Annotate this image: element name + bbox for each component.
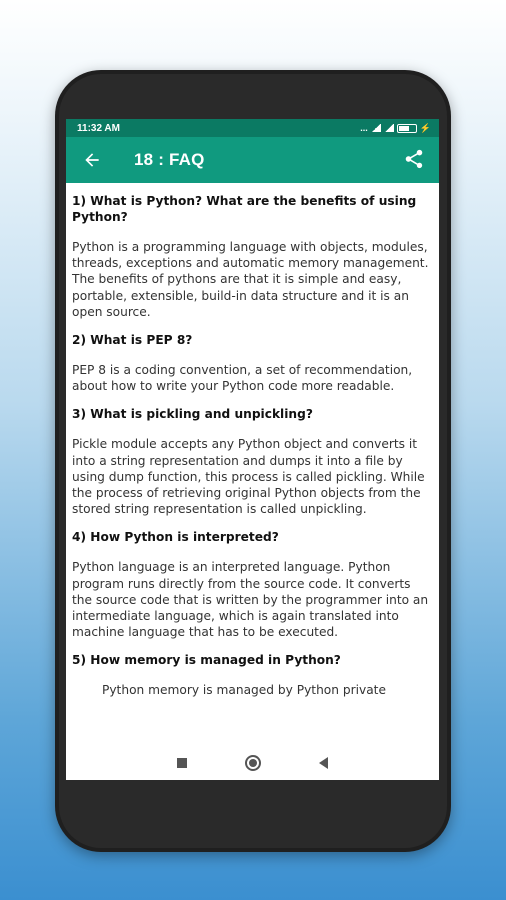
faq-answer: Python is a programming language with objects, modules, threads, exceptions and automatic memory management. The benefits of pythons are that it is simple and easy, portable, extensible, build-in data structure and it is an open source.: [72, 240, 429, 319]
faq-answer: PEP 8 is a coding convention, a set of recommendation, about how to write your Python code more readable.: [72, 363, 413, 394]
faq-content[interactable]: [66, 183, 439, 699]
signal-icon: [384, 124, 394, 132]
status-icons: [360, 123, 431, 134]
app-bar: [66, 137, 439, 183]
page-title: 18 : FAQ: [134, 150, 205, 169]
recents-square-icon[interactable]: [177, 758, 187, 768]
home-circle-icon[interactable]: [245, 755, 261, 771]
status-time: 11:32 AM: [77, 122, 120, 134]
faq-answer: Python memory is managed by Python private: [102, 683, 386, 698]
faq-answer: Pickle module accepts any Python object and converts it into a string representation and dumps it into a file by using dump function, this process is called pickling. While the process of retrieving original Python objects from the stored string representation is called unpickling.: [72, 437, 425, 517]
faq-question: 5) How memory is managed in Python?: [72, 653, 341, 668]
faq-question: 3) What is pickling and unpickling?: [72, 407, 313, 422]
phone-screen: [66, 119, 439, 780]
faq-question: 2) What is PEP 8?: [72, 333, 193, 348]
signal-icon: [371, 124, 381, 132]
charging-icon: ⚡: [419, 122, 431, 133]
back-triangle-icon[interactable]: [319, 757, 328, 769]
faq-question: 1) What is Python? What are the benefits of using Python?: [72, 194, 417, 224]
faq-answer: Python language is an interpreted language. Python program runs directly from the source code. It converts the source code that is written by the programmer into an intermediate language, which is again translated into machine language that has to be executed.: [72, 560, 429, 640]
faq-question: 4) How Python is interpreted?: [72, 530, 279, 545]
arrow-left-icon[interactable]: [80, 148, 104, 172]
share-icon[interactable]: [403, 148, 427, 172]
status-bar: [66, 119, 439, 137]
battery-icon: [397, 124, 417, 133]
more-dots-icon: ...: [360, 123, 368, 133]
system-nav-bar: [66, 746, 439, 780]
